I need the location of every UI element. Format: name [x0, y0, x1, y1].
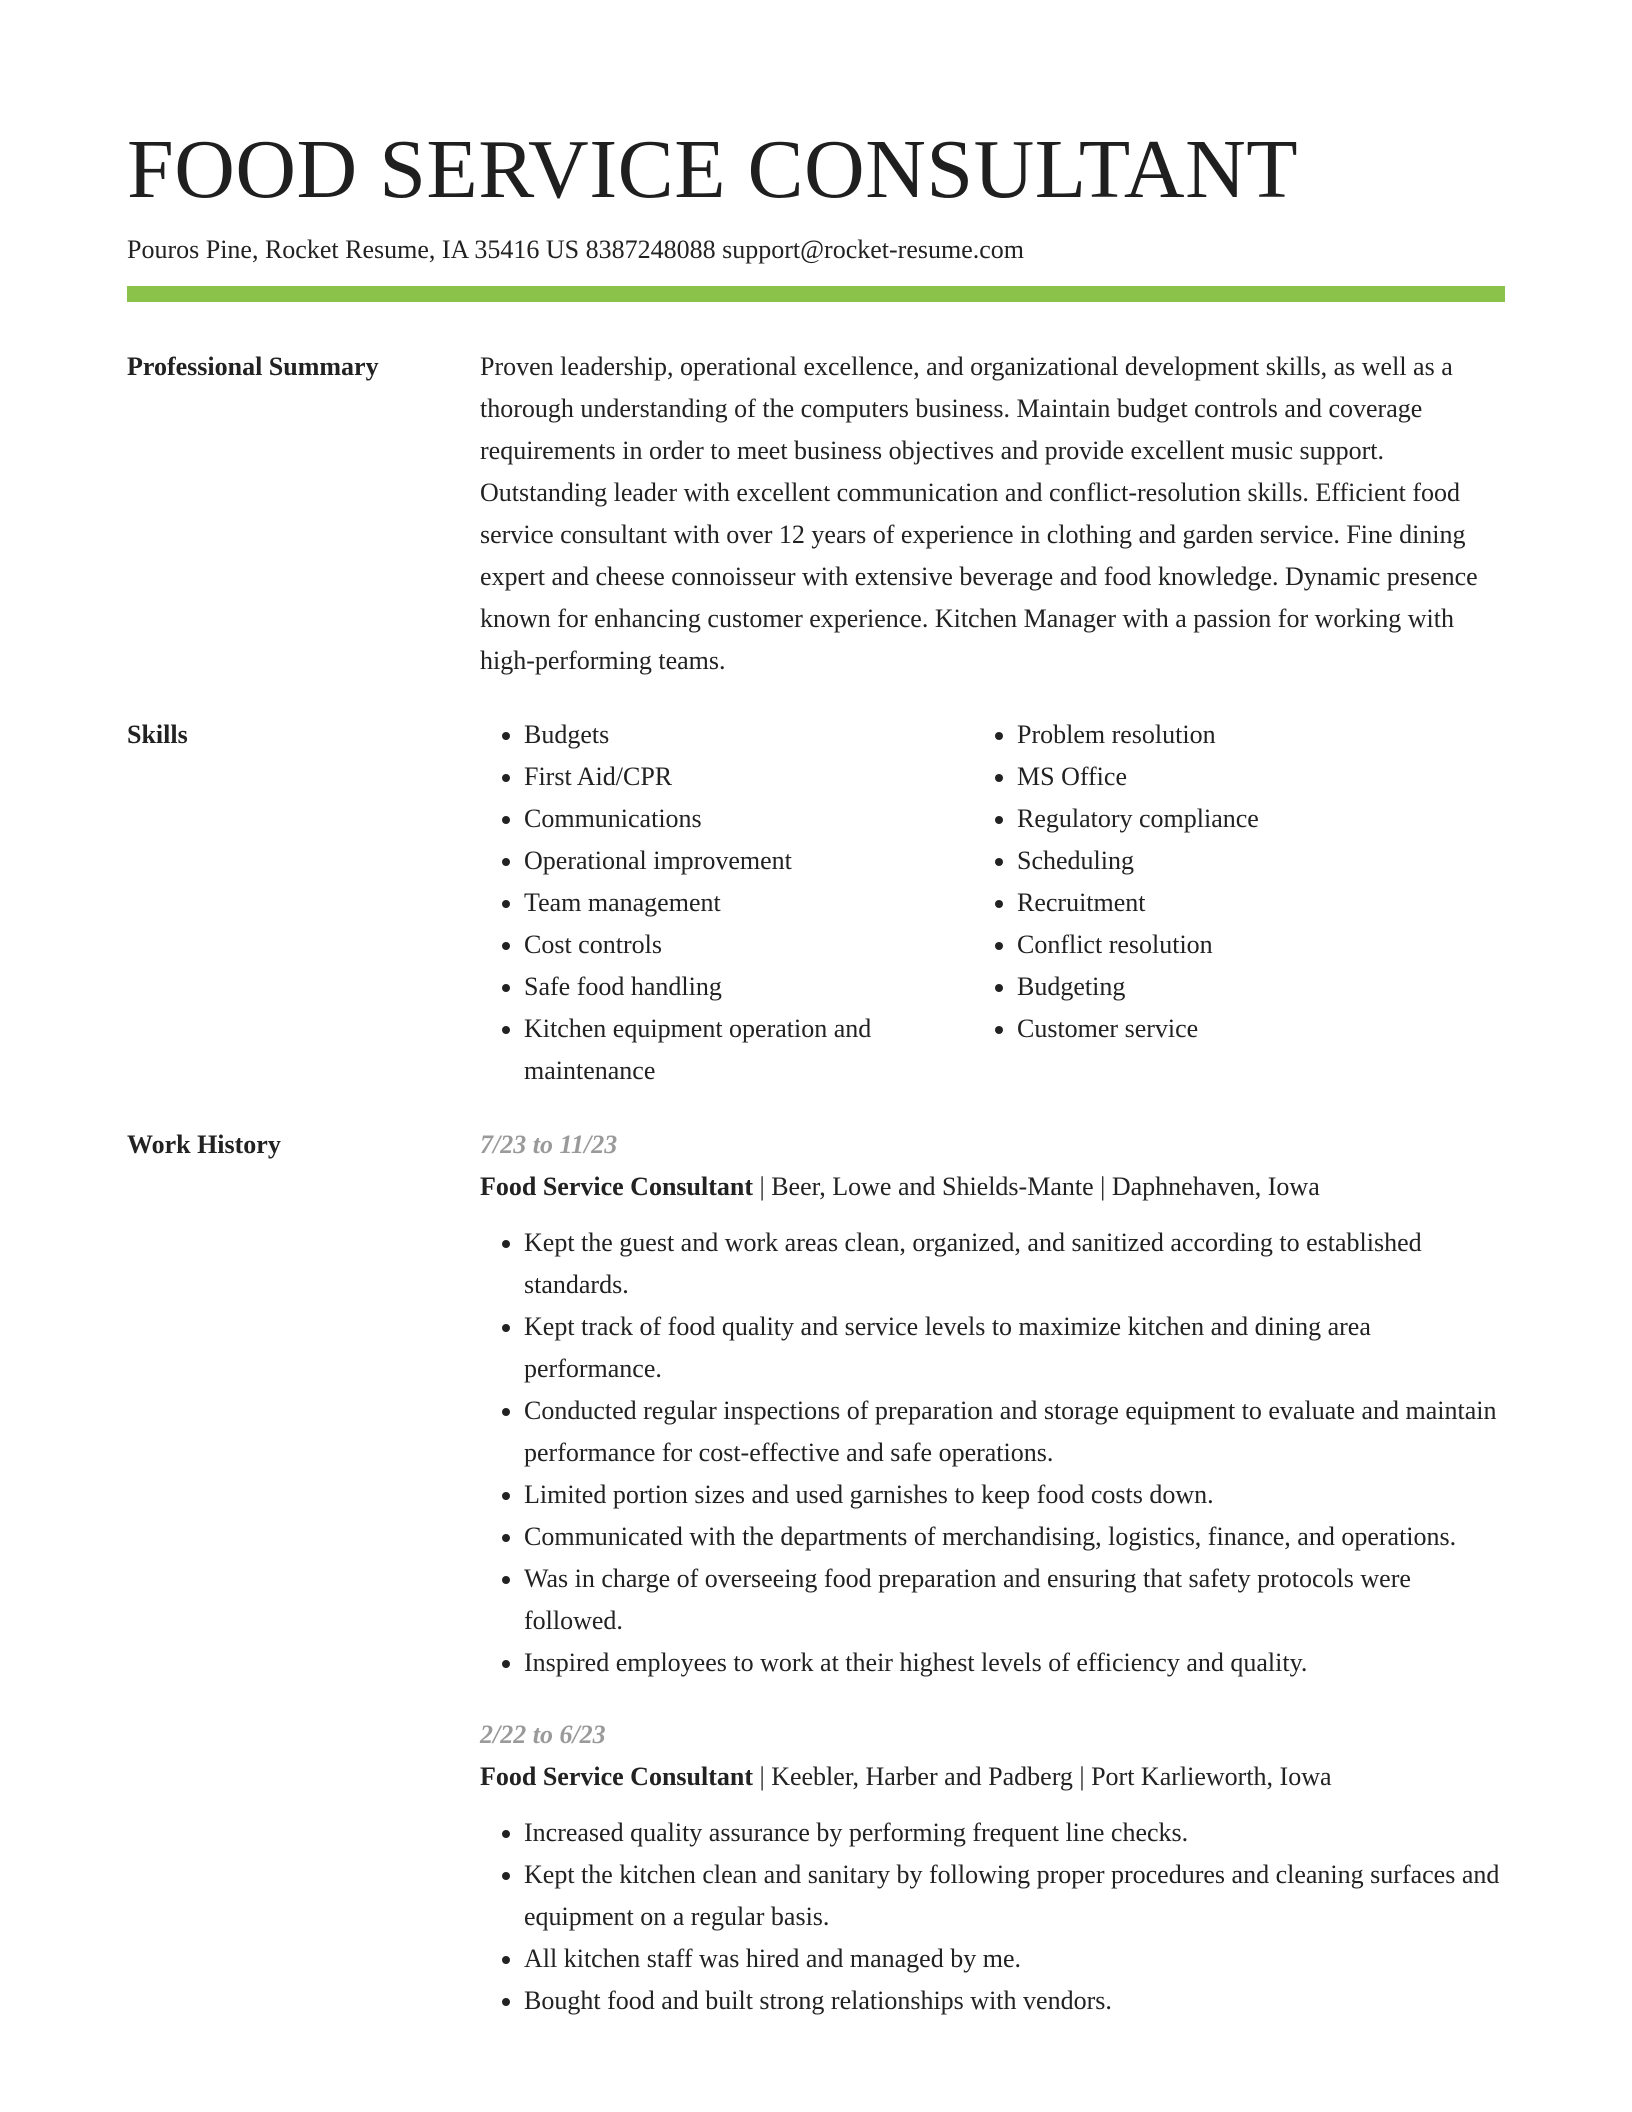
skills-label: Skills — [127, 720, 188, 749]
job-bullet: • Kept track of food quality and service levels to maximize kitchen and dining area performance. — [524, 1306, 1505, 1390]
job-company: | Keebler, Harber and Padberg | Port Karlieworth, Iowa — [753, 1762, 1332, 1791]
job-bullets — [480, 1222, 1505, 1684]
resume-name-heading: FOOD SERVICE CONSULTANT — [127, 123, 1299, 216]
summary-section — [127, 346, 1505, 682]
job-entry — [480, 1714, 1505, 2022]
job-dates: 7/23 to 11/23 — [480, 1130, 618, 1159]
skill-item: • Problem resolution — [1017, 714, 1505, 756]
job-title: Food Service Consultant — [480, 1172, 753, 1201]
skill-item: • Team management — [524, 882, 973, 924]
job-bullet: • Increased quality assurance by performing frequent line checks. — [524, 1812, 1505, 1854]
resume-page — [127, 120, 1505, 2052]
job-bullet: • Communicated with the departments of merchandising, logistics, finance, and operations. — [524, 1516, 1505, 1558]
skill-item: • MS Office — [1017, 756, 1505, 798]
job-company: | Beer, Lowe and Shields-Mante | Daphnehaven, Iowa — [753, 1172, 1320, 1201]
job-bullet: • All kitchen staff was hired and managed by me. — [524, 1938, 1505, 1980]
accent-divider — [127, 286, 1505, 302]
skill-item: • First Aid/CPR — [524, 756, 973, 798]
job-bullet: • Bought food and built strong relationships with vendors. — [524, 1980, 1505, 2022]
skill-item: • Cost controls — [524, 924, 973, 966]
job-bullet: • Was in charge of overseeing food preparation and ensuring that safety protocols were followed. — [524, 1558, 1505, 1642]
job-entry — [480, 1124, 1505, 1684]
skill-item: • Customer service — [1017, 1008, 1505, 1050]
job-bullet: • Kept the kitchen clean and sanitary by following proper procedures and cleaning surfaces and equipment on a regular basis. — [524, 1854, 1505, 1938]
work-history-section — [127, 1124, 1505, 2052]
job-bullet: • Limited portion sizes and used garnishes to keep food costs down. — [524, 1474, 1505, 1516]
job-dates: 2/22 to 6/23 — [480, 1720, 606, 1749]
job-header — [480, 1756, 1505, 1798]
skills-section — [127, 714, 1505, 1092]
summary-text: Proven leadership, operational excellence, and organizational development skills, as well as a thorough understanding of the computers business. Maintain budget controls and coverage requirements in order to meet business objectives and provide excellent music support. Outstanding leader with excellent communication and conflict-resolution skills. Efficient food service consultant with over 12 years of experience in clothing and garden service. Fine dining expert and cheese connoisseur with extensive beverage and food knowledge. Dynamic presence known for enhancing customer experience. Kitchen Manager with a passion for working with high-performing teams. — [480, 352, 1478, 675]
job-bullet: • Conducted regular inspections of preparation and storage equipment to evaluate and maintain performance for cost-effective and safe operations. — [524, 1390, 1505, 1474]
skill-item: • Recruitment — [1017, 882, 1505, 924]
skill-item: • Safe food handling — [524, 966, 973, 1008]
summary-label: Professional Summary — [127, 352, 379, 381]
skill-item: • Budgeting — [1017, 966, 1505, 1008]
job-bullets — [480, 1812, 1505, 2022]
skill-item: • Budgets — [524, 714, 973, 756]
job-bullet: • Kept the guest and work areas clean, organized, and sanitized according to established standards. — [524, 1222, 1505, 1306]
job-title: Food Service Consultant — [480, 1762, 753, 1791]
skill-item: • Conflict resolution — [1017, 924, 1505, 966]
job-header — [480, 1166, 1505, 1208]
skills-list-right — [973, 714, 1505, 1092]
skill-item: • Kitchen equipment operation and maintenance — [524, 1008, 973, 1092]
contact-line: Pouros Pine, Rocket Resume, IA 35416 US 8387248088 support@rocket-resume.com — [127, 235, 1025, 264]
skill-item: • Communications — [524, 798, 973, 840]
work-history-label: Work History — [127, 1130, 281, 1159]
skill-item: • Operational improvement — [524, 840, 973, 882]
job-bullet: • Inspired employees to work at their highest levels of efficiency and quality. — [524, 1642, 1505, 1684]
skill-item: • Scheduling — [1017, 840, 1505, 882]
skills-list-left — [480, 714, 973, 1092]
skill-item: • Regulatory compliance — [1017, 798, 1505, 840]
